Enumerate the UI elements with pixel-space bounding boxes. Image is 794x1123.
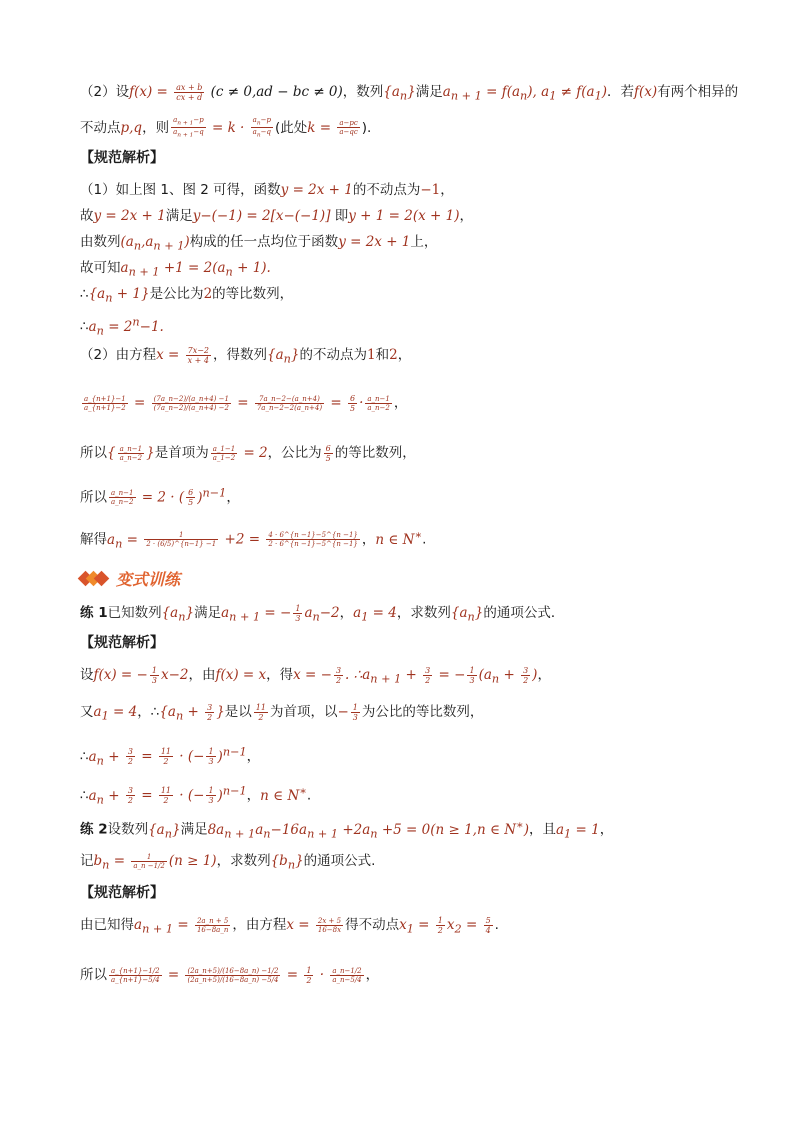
fraction: $\frac{1}{3}$ xyxy=(208,786,214,805)
text: ，由方程 xyxy=(232,917,287,933)
text: ， xyxy=(537,667,551,683)
line-11 xyxy=(80,443,416,463)
fraction: $\frac{11}{2}$ xyxy=(160,747,171,766)
math: $a_n$ + xyxy=(88,748,124,768)
exercise-label: 练 2 xyxy=(80,821,108,838)
math: $x_1$ = xyxy=(399,917,434,936)
text: 的等比数列， xyxy=(212,286,294,302)
text: ，数列 xyxy=(342,84,384,100)
text: ， xyxy=(393,395,408,411)
line-15 xyxy=(80,665,551,690)
line-4 xyxy=(80,206,473,226)
fraction: $\frac{a\_n-1}{a\_n-2}$ xyxy=(111,489,134,506)
diamond-icon xyxy=(80,573,104,584)
fraction: $\frac{2a\_n + 5}{16-8a\_n}$ xyxy=(196,916,229,934)
text: . xyxy=(494,917,499,933)
math: = xyxy=(163,967,184,983)
math: $a_{n + 1} +1 = 2(a_n + 1)$. xyxy=(120,260,271,279)
fraction: $\frac{1}{a\_n -1/2}$ xyxy=(133,852,165,870)
line-7 xyxy=(80,284,293,309)
line-12 xyxy=(80,483,240,508)
math: $a_1 = 1$ xyxy=(555,821,600,841)
line-14 xyxy=(80,603,564,628)
fraction: $\frac{a-pc}{a-qc}$ xyxy=(339,119,358,137)
math: ) xyxy=(532,667,538,683)
math: − xyxy=(337,704,349,720)
math: $8a_{n + 1}a_n-16a_{n + 1} +2a_n +5 = 0(n \ge 1,n$ ∈ N∗) xyxy=(207,818,529,841)
banner-title: 变式训练 xyxy=(116,570,181,589)
math: = xyxy=(326,395,346,411)
text: 为公比的等比数列， xyxy=(361,704,484,720)
text: . xyxy=(306,787,312,804)
text: （2）由方程 xyxy=(80,347,157,363)
line-10 xyxy=(80,393,407,413)
text: ， xyxy=(226,489,240,506)
text: 故可知 xyxy=(80,260,121,276)
fraction: $\frac{11}{2}$ xyxy=(255,702,266,722)
line-19 xyxy=(80,815,613,844)
text: 得不动点 xyxy=(345,917,400,933)
fraction: $\frac{3}{2}$ xyxy=(127,747,133,766)
math: = 2 xyxy=(239,445,268,461)
text: ∴ xyxy=(80,286,89,302)
math: = xyxy=(232,395,253,411)
text: 故 xyxy=(80,208,94,224)
math: x = xyxy=(286,917,314,933)
section-heading: 【规范解析】 xyxy=(80,885,164,901)
math: x = xyxy=(156,347,184,363)
line-1 xyxy=(80,82,738,107)
fraction: $\frac{1}{3}$ xyxy=(151,665,157,685)
fraction: $\frac{a\_n-1}{a\_n-2}$ xyxy=(367,394,390,412)
text: . xyxy=(422,531,427,548)
text: 满足 xyxy=(180,821,208,838)
math: $a_{n + 1}$ = − xyxy=(221,605,292,624)
line-18 xyxy=(80,781,311,810)
math: $(a_n,a_{n + 1})$ xyxy=(120,234,190,253)
text: 和 xyxy=(375,347,390,363)
line-20 xyxy=(80,851,375,876)
fraction: $\frac{5}{4}$ xyxy=(485,915,491,935)
section-heading: 【规范解析】 xyxy=(80,150,164,166)
text: ， xyxy=(361,531,376,548)
text: 由数列 xyxy=(80,234,121,250)
math: p,q xyxy=(120,119,143,136)
math: $a_n = 2^n-1$. xyxy=(88,315,164,338)
line-17 xyxy=(80,742,260,771)
fraction: $\frac{4 \cdot 6\^{}\{n -1\}-5\^{}\{n -1\}}{2 \cdot 6\^{}\{n -1\}-5\^{}\{n -1\}}$ xyxy=(268,531,358,548)
math: 2 xyxy=(389,347,398,363)
text: 为首项，以 xyxy=(269,704,338,720)
text: 不动点 xyxy=(80,119,121,136)
line-13 xyxy=(80,525,426,554)
math: $a_{n + 1}$ = xyxy=(134,917,193,936)
text: ， xyxy=(246,787,261,804)
fraction: $\frac{(7a\_n-2)/(a\_n+4) -1}{(7a\_n-2)/(a\_n+4) -2}$ xyxy=(153,394,229,412)
line-5 xyxy=(80,232,437,257)
math: ($a_n$ + xyxy=(478,667,520,686)
math: f(x) = x xyxy=(215,667,267,683)
text: 设 xyxy=(80,667,94,683)
fraction: $\frac{7x-2}{x + 4}$ xyxy=(187,345,210,365)
fraction: $\frac{a\_n-1/2}{a\_n-5/4}$ xyxy=(332,966,362,984)
math: 2 xyxy=(203,286,213,302)
fraction: $\frac{1}{2}$ xyxy=(437,915,443,935)
math: x−2 xyxy=(160,667,189,683)
math: = xyxy=(136,748,157,765)
line-6 xyxy=(80,258,271,283)
math: = xyxy=(282,967,303,983)
fraction: $\frac{7a\_n-2-(a\_n+4)}{7a\_n-2-2(a\_n+4)}$ xyxy=(256,394,323,412)
math: )$^{n-1}$ xyxy=(217,745,247,765)
text: 满足 xyxy=(194,605,222,621)
math: $x_2$ = xyxy=(446,917,482,936)
fraction: $\frac{1}{2 \cdot (6/5)\^{}\{n-1\} -1}$ xyxy=(146,531,217,548)
fraction: $\frac{ax + b}{cx + d}$ xyxy=(176,82,203,102)
fraction: $\frac{11}{2}$ xyxy=(160,786,171,805)
math: · (− xyxy=(175,748,205,765)
math: f(x) = − xyxy=(93,667,148,683)
fraction: $\frac{2x + 5}{16-8x}$ xyxy=(317,916,342,934)
text: ， xyxy=(459,208,473,224)
math: { xyxy=(107,445,116,461)
text: ， xyxy=(365,967,380,983)
text: 是以 xyxy=(224,704,252,720)
text: 设数列 xyxy=(107,821,149,838)
text: 是首项为 xyxy=(154,445,209,461)
text: 上， xyxy=(410,234,438,250)
line-8 xyxy=(80,312,164,341)
text: ∴ xyxy=(80,787,89,804)
math: 1 xyxy=(367,347,376,363)
math: · xyxy=(359,395,364,411)
math: $\{b_n\}$ xyxy=(270,853,304,872)
fraction: $\frac{6}{5}$ xyxy=(325,443,331,463)
text: 所以 xyxy=(80,489,107,506)
fraction: $\frac{1}{2}$ xyxy=(306,965,312,985)
math: $\{a_n\}$ xyxy=(383,84,416,103)
math: $\{a_n\}$ xyxy=(450,605,484,624)
math: · xyxy=(315,967,329,983)
math: )$^{n-1}$ xyxy=(197,486,227,506)
math: {$a_n$ + xyxy=(159,704,204,723)
text: ，由 xyxy=(188,667,216,683)
math: n ∈ N∗ xyxy=(260,784,307,804)
math: y = 2x + 1 xyxy=(93,208,166,224)
math: } xyxy=(216,704,225,720)
text: ，则 xyxy=(142,119,170,136)
text: 构成的任一点均位于函数 xyxy=(189,234,339,250)
math: )$^{n-1}$ xyxy=(217,784,247,804)
fraction: $\frac{a\_n-1}{a\_n-2}$ xyxy=(119,444,143,462)
text: 所以 xyxy=(80,967,107,983)
fraction: $\frac{3}{2}$ xyxy=(523,665,529,685)
math: $\{a_n + 1\}$ xyxy=(88,286,150,305)
line-2 xyxy=(80,116,371,140)
math: } xyxy=(146,445,155,461)
math: f(x) = xyxy=(129,84,173,100)
text: ，得 xyxy=(266,667,294,683)
fraction: $\frac{3}{2}$ xyxy=(207,702,213,722)
text: (此处 xyxy=(274,119,308,136)
fraction: $\frac{3}{2}$ xyxy=(335,665,342,685)
text: ，求数列 xyxy=(216,853,271,869)
fraction: $\frac{(2a\_n+5)/(16-8a\_n) -1/2}{(2a\_n+5)/(16-8a\_n) -5/4}$ xyxy=(187,966,279,984)
text: 又 xyxy=(80,704,94,720)
text: ，求数列 xyxy=(396,605,451,621)
text: ， xyxy=(440,182,454,198)
math: $\{a_n\}$ xyxy=(161,605,195,624)
fraction: $\frac{1}{3}$ xyxy=(352,702,358,722)
math: (n ≥ 1) xyxy=(168,853,217,869)
text: 由已知得 xyxy=(80,917,134,933)
fraction: $\frac{1}{3}$ xyxy=(208,747,214,766)
text: 满足 xyxy=(165,208,193,224)
line-16 xyxy=(80,702,483,727)
math: $a_1 = 4$ xyxy=(93,704,138,723)
math: y + 1 = 2(x + 1) xyxy=(348,208,460,224)
text: 的通项公式． xyxy=(483,605,565,621)
math: x = − xyxy=(293,667,332,683)
line-9 xyxy=(80,345,411,370)
text: 即 xyxy=(330,208,349,224)
text: （1）如上图 1、图 2 可得，函数 xyxy=(80,182,281,198)
math: y−(−1) = 2[x−(−1)] xyxy=(192,208,331,224)
math: · (− xyxy=(175,787,205,804)
fraction: $\frac{3}{2}$ xyxy=(127,786,133,805)
fraction: $\frac{1}{3}$ xyxy=(469,665,475,685)
text: ， xyxy=(246,748,261,765)
math: = k · xyxy=(207,119,249,136)
math: y = 2x + 1 xyxy=(338,234,411,250)
math: = − xyxy=(434,667,466,683)
math: = 2 · ( xyxy=(137,489,185,506)
math: (c ≠ 0,ad − bc ≠ 0) xyxy=(206,84,343,100)
text: 的等比数列， xyxy=(334,445,416,461)
text: 的不动点为 xyxy=(299,347,367,363)
math: = xyxy=(136,787,157,804)
section-heading: 【规范解析】 xyxy=(80,635,164,651)
math: +2 = xyxy=(220,531,265,548)
fraction: $\frac{6}{5}$ xyxy=(349,393,356,413)
line-22 xyxy=(80,965,379,985)
text: 有两个相异的 xyxy=(657,84,739,100)
text: ．若 xyxy=(607,84,635,100)
math: y = 2x + 1 xyxy=(280,182,353,198)
text: ，∴ xyxy=(137,704,160,720)
math: . $\therefore a_{n + 1}$ + xyxy=(345,667,422,686)
math: $a_{n + 1} = f(a_n)$, $a_1 \ne f(a_1)$ xyxy=(442,84,608,103)
text: ，公比为 xyxy=(267,445,322,461)
math: $b_n$ = xyxy=(93,853,130,872)
text: 所以 xyxy=(80,445,107,461)
text: 记 xyxy=(80,853,94,869)
fraction: $\frac{a\_1-1}{a\_1-2}$ xyxy=(212,444,236,462)
math: $a_n$ + xyxy=(88,787,124,807)
text: ，得数列 xyxy=(213,347,268,363)
text: ， xyxy=(397,347,412,363)
text: 解得 xyxy=(80,531,107,548)
fraction: $\frac{6}{5}$ xyxy=(188,488,194,507)
fraction: $\frac{a\_\{n+1\}-1}{a\_\{n+1\}-2}$ xyxy=(84,394,126,412)
fraction: $\frac{1}{3}$ xyxy=(295,603,301,623)
math: n ∈ N∗ xyxy=(375,528,423,548)
text: （2）设 xyxy=(80,84,130,100)
fraction: $\frac{a_{n + 1}-p}{a_{n + 1}-q}$ xyxy=(173,116,204,139)
line-21 xyxy=(80,915,499,940)
math: $\{a_n\}$ xyxy=(267,347,300,366)
math: = xyxy=(129,395,150,411)
text: 满足 xyxy=(415,84,443,100)
text: ， xyxy=(339,605,354,621)
section-banner xyxy=(80,567,180,590)
math: $a_n-2$ xyxy=(304,605,340,624)
text: ). xyxy=(361,119,372,136)
text: ， xyxy=(599,821,614,838)
text: 的不动点为 xyxy=(352,182,421,198)
text: ∴ xyxy=(80,318,89,335)
text: ，且 xyxy=(528,821,556,838)
text: 已知数列 xyxy=(107,605,162,621)
math: −1 xyxy=(420,182,441,198)
text: ∴ xyxy=(80,748,89,765)
text: 的通项公式. xyxy=(303,853,376,869)
text: 是公比为 xyxy=(149,286,204,302)
math: $a_n$ = xyxy=(107,531,143,551)
fraction: $\frac{a_n-p}{a_n-q}$ xyxy=(252,116,271,139)
math: $\{a_n\}$ xyxy=(148,821,181,841)
math: f(x) xyxy=(634,84,658,100)
math: k = xyxy=(307,119,336,136)
math: $a_1 = 4$ xyxy=(353,605,397,624)
fraction: $\frac{3}{2}$ xyxy=(425,665,431,685)
fraction: $\frac{a\_\{n+1\}-1/2}{a\_\{n+1\}-5/4}$ xyxy=(111,966,160,984)
exercise-label: 练 1 xyxy=(80,605,108,621)
line-3 xyxy=(80,180,454,200)
